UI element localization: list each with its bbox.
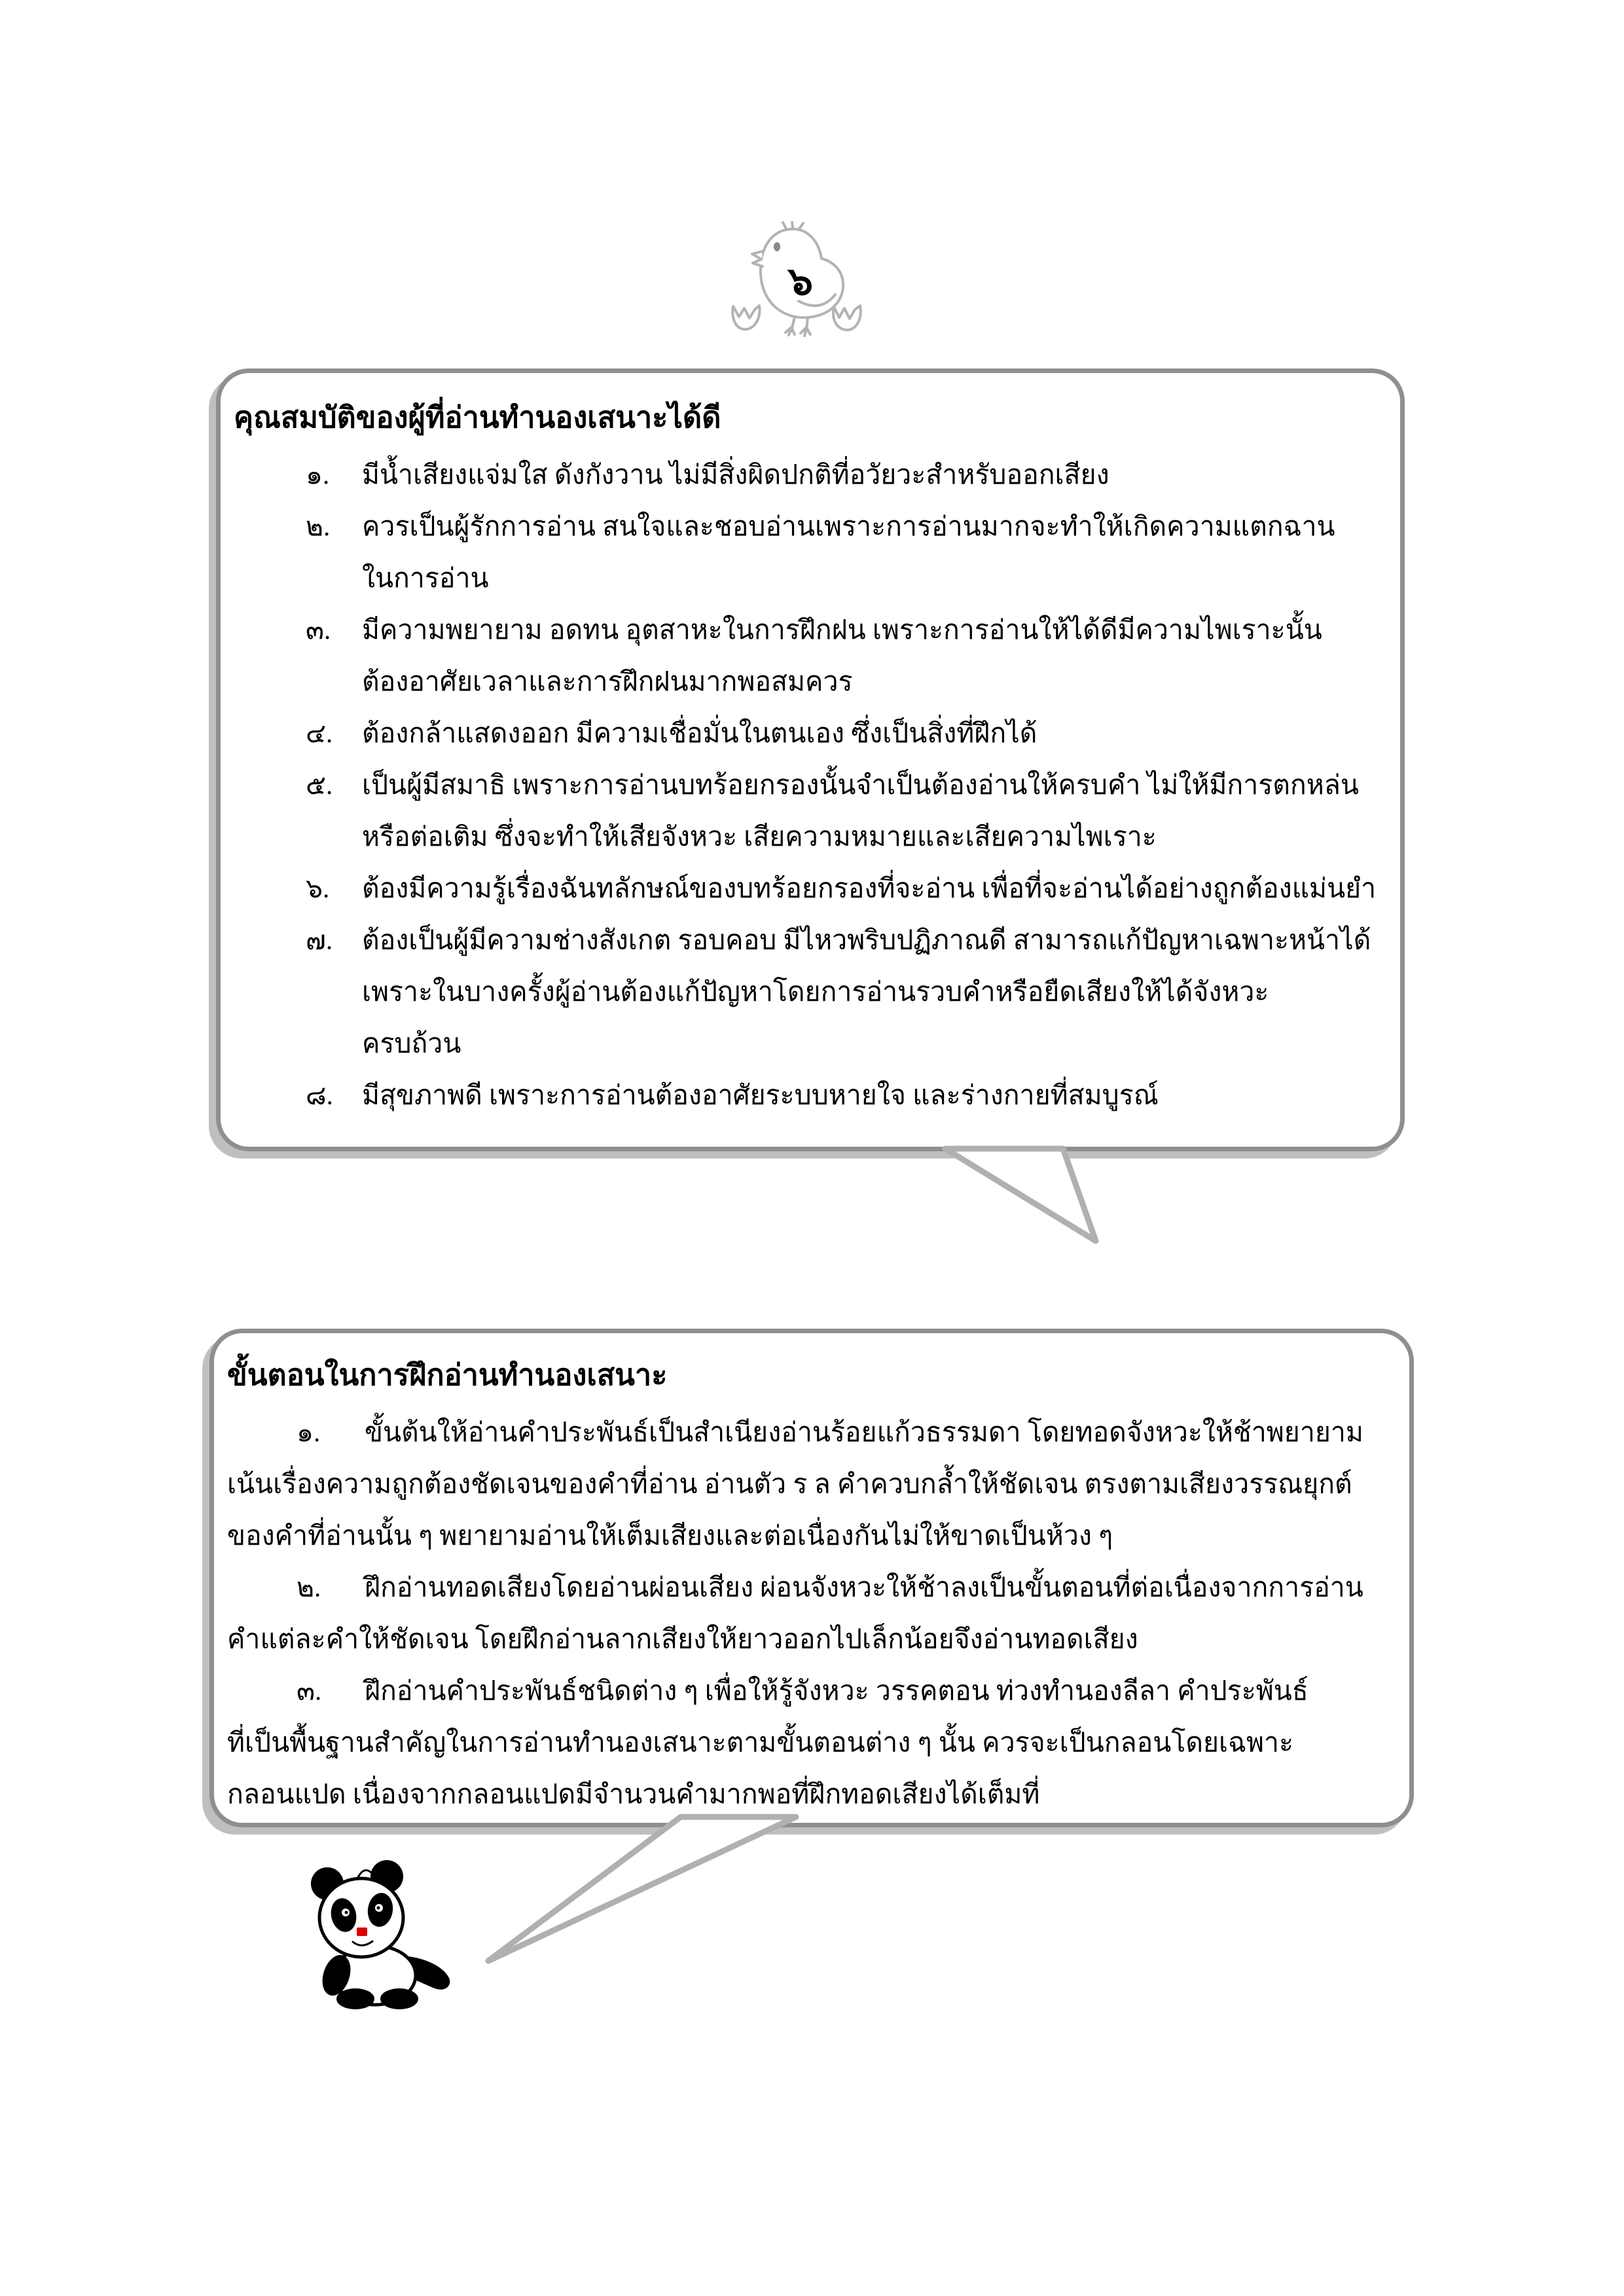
- item-text-line: ในการอ่าน: [362, 563, 489, 593]
- item-number: ๖.: [306, 873, 330, 903]
- item-text-line: ควรเป็นผู้รักการอ่าน สนใจและชอบอ่านเพราะการอ่านมากจะทำให้เกิดความแตกฉาน: [362, 511, 1335, 541]
- item-text-line: ต้องอาศัยเวลาและการฝึกฝนมากพอสมควร: [362, 666, 853, 696]
- item-number: ๘.: [306, 1080, 333, 1110]
- paragraph-number: ๑.: [297, 1417, 321, 1447]
- list-item: [234, 604, 1382, 708]
- paragraph-line: ฝึกอ่านทอดเสียงโดยอ่านผ่อนเสียง ผ่อนจังหวะให้ช้าลงเป็นขั้นตอนที่ต่อเนื่องจากการอ่าน: [365, 1572, 1363, 1602]
- item-text-line: ต้องกล้าแสดงออก มีความเชื่อมั่นในตนเอง ซึ่งเป็นสิ่งที่ฝึกได้: [362, 718, 1038, 748]
- item-number: ๒.: [306, 511, 331, 541]
- qualities-speech-box: [216, 368, 1405, 1151]
- paragraph-line: ที่เป็นพื้นฐานสำคัญในการอ่านทำนองเสนาะตามขั้นตอนต่าง ๆ นั้น ควรจะเป็นกลอนโดยเฉพาะ: [227, 1727, 1294, 1757]
- list-item: [234, 1069, 1382, 1121]
- chick-page-number-ornament: [725, 221, 876, 342]
- item-number: ๓.: [306, 615, 331, 645]
- paragraph-line: ฝึกอ่านคำประพันธ์ชนิดต่าง ๆ เพื่อให้รู้จังหวะ วรรคตอน ท่วงทำนองลีลา คำประพันธ์: [365, 1676, 1308, 1706]
- paragraph: [227, 1407, 1391, 1562]
- list-item: [234, 501, 1382, 604]
- box1-title: คุณสมบัติของผู้ที่อ่านทำนองเสนาะได้ดี: [234, 401, 721, 434]
- item-number: ๕.: [306, 770, 333, 800]
- paragraph: [227, 1665, 1391, 1820]
- box2-title: ขั้นตอนในการฝึกอ่านทำนองเสนาะ: [227, 1359, 668, 1391]
- paragraph-number: ๓.: [297, 1676, 322, 1706]
- list-item: [234, 914, 1382, 1069]
- box2-speech-tail: [450, 1812, 830, 1969]
- steps-speech-box: [209, 1329, 1414, 1827]
- paragraph-line: ขั้นต้นให้อ่านคำประพันธ์เป็นสำเนียงอ่านร้อยแก้วธรรมดา โดยทอดจังหวะให้ช้าพยายาม: [365, 1417, 1363, 1447]
- box1-speech-tail: [931, 1144, 1127, 1246]
- paragraph-line: คำแต่ละคำให้ชัดเจน โดยฝึกอ่านลากเสียงให้ยาวออกไปเล็กน้อยจึงอ่านทอดเสียง: [227, 1624, 1138, 1654]
- panda-nose: [357, 1928, 367, 1936]
- item-text-line: ครบถ้วน: [362, 1028, 461, 1058]
- item-text-line: มีความพยายาม อดทน อุตสาหะในการฝึกฝน เพราะการอ่านให้ได้ดีมีความไพเราะนั้น: [362, 615, 1322, 645]
- item-number: ๑.: [306, 459, 330, 490]
- paragraph-line: ของคำที่อ่านนั้น ๆ พยายามอ่านให้เต็มเสียงและต่อเนื่องกันไม่ให้ขาดเป็นห้วง ๆ: [227, 1520, 1113, 1551]
- chick-eye: [774, 242, 780, 251]
- list-item: [234, 449, 1382, 501]
- paragraph-line: กลอนแปด เนื่องจากกลอนแปดมีจำนวนคำมากพอที่ฝึกทอดเสียงได้เต็มที่: [227, 1779, 1040, 1809]
- paragraph-line: เน้นเรื่องความถูกต้องชัดเจนของคำที่อ่าน อ่านตัว ร ล คำควบกล้ำให้ชัดเจน ตรงตามเสียงวรรณยุกต์: [227, 1469, 1352, 1499]
- list-item: [234, 708, 1382, 759]
- item-text-line: ต้องมีความรู้เรื่องฉันทลักษณ์ของบทร้อยกรองที่จะอ่าน เพื่อที่จะอ่านได้อย่างถูกต้องแม่นยำ: [362, 873, 1377, 903]
- item-text-line: มีสุขภาพดี เพราะการอ่านต้องอาศัยระบบหายใจ และร่างกายที่สมบูรณ์: [362, 1080, 1159, 1110]
- item-text-line: หรือต่อเติม ซึ่งจะทำให้เสียจังหวะ เสียความหมายและเสียความไพเราะ: [362, 821, 1157, 852]
- list-item: [234, 759, 1382, 863]
- item-number: ๔.: [306, 718, 333, 748]
- item-text-line: เป็นผู้มีสมาธิ เพราะการอ่านบทร้อยกรองนั้นจำเป็นต้องอ่านให้ครบคำ ไม่ให้มีการตกหล่น: [362, 770, 1359, 800]
- item-text-line: ต้องเป็นผู้มีความช่างสังเกต รอบคอบ มีไหวพริบปฏิภาณดี สามารถแก้ปัญหาเฉพาะหน้าได้: [362, 925, 1371, 955]
- item-text-line: มีน้ำเสียงแจ่มใส ดังกังวาน ไม่มีสิ่งผิดปกติที่อวัยวะสำหรับออกเสียง: [362, 459, 1110, 490]
- item-text-line: เพราะในบางครั้งผู้อ่านต้องแก้ปัญหาโดยการอ่านรวบคำหรือยืดเสียงให้ได้จังหวะ: [362, 977, 1269, 1007]
- panda-icon: [293, 1857, 470, 2011]
- paragraph: [227, 1562, 1391, 1665]
- paragraph-number: ๒.: [297, 1572, 321, 1602]
- item-number: ๗.: [306, 925, 333, 955]
- page-number: ๖: [787, 260, 814, 303]
- list-item: [234, 863, 1382, 914]
